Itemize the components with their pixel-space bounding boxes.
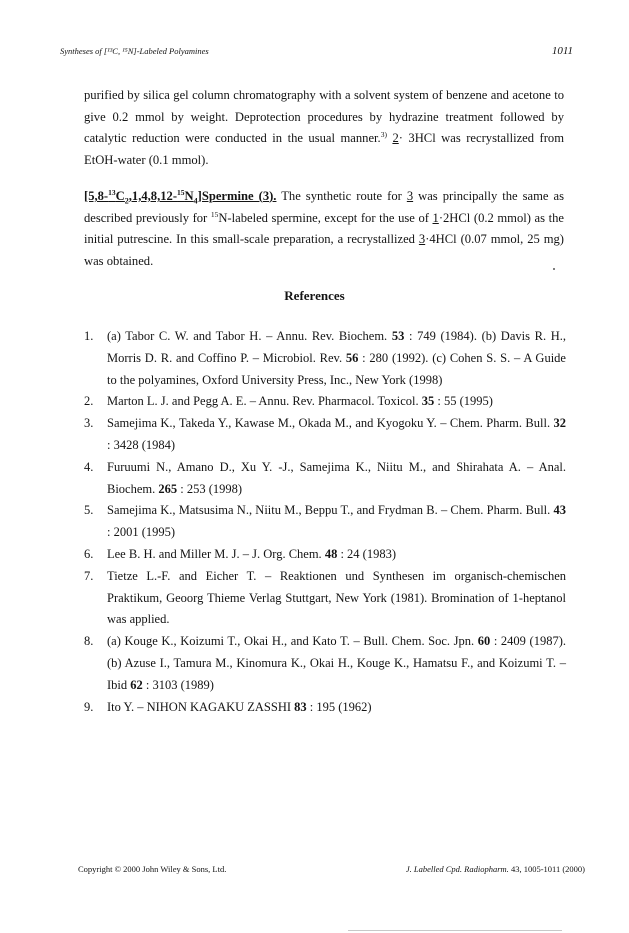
reference-volume: 62 — [130, 677, 143, 692]
compound-number: 3 — [406, 189, 414, 203]
reference-text: Ito Y. – NIHON KAGAKU ZASSHI 83 : 195 (1962) — [107, 699, 372, 714]
reference-text: Samejima K., Matsusima N., Niitu M., Beppu T., and Frydman B. – Chem. Pharm. Bull. 43 : 2001 (1995) — [107, 503, 566, 540]
reference-volume: 265 — [158, 481, 178, 496]
reference-number: 3. — [84, 416, 94, 431]
paragraph-text: The synthetic route for — [276, 189, 407, 203]
section-title-spermine — [84, 187, 277, 206]
reference-volume: 83 — [294, 699, 307, 714]
reference-item — [84, 457, 566, 501]
reference-number: 9. — [84, 699, 94, 714]
reference-volume: 35 — [421, 394, 435, 409]
title-sub: 2 — [124, 196, 129, 206]
journal-citation — [406, 864, 585, 874]
reference-volume: 32 — [553, 416, 566, 431]
reference-item — [84, 697, 566, 719]
reference-volume: 43 — [553, 503, 566, 518]
paragraph-text: purified by silica gel column chromatography with a solvent system of benzene and acetone to give 0.2 mmol by weight. Deprotection procedures by hydrazine treatment followed by catalytic reduction were conducted in the usual manner. — [84, 88, 564, 145]
reference-text: (a) Tabor C. W. and Tabor H. – Annu. Rev. Biochem. 53 : 749 (1984). (b) Davis R. H., Morris D. R. and Coffino P. – Microbiol. Rev. 56 : 280 (1992). (c) Cohen S. S. – A Guide to the polyamines, Oxford University Press, Inc., New York (1998) — [107, 329, 567, 387]
paragraph-text: ·4HCl (0.07 mmol, 25 mg) was obtained. — [84, 232, 564, 268]
reference-text: Tietze L.-F. and Eicher T. – Reaktionen und Synthesen im organisch-chemischen Praktikum, Geoorg Thieme Verlag Stuttgart, New York (1981). Bromination of 1-heptanol was applied. — [107, 568, 566, 627]
reference-text: Lee B. H. and Miller M. J. – J. Org. Chem. 48 : 24 (1983) — [107, 546, 396, 561]
title-part: ,1,4,8,12- — [128, 189, 178, 203]
reference-item — [84, 544, 566, 566]
reference-text: Marton L. J. and Pegg A. E. – Annu. Rev. Pharmacol. Toxicol. 35 : 55 (1995) — [107, 394, 493, 409]
journal-volume-pages: 43, 1005-1011 (2000) — [508, 864, 585, 874]
paragraph-deprotection: purified by silica gel column chromatography with a solvent system of benzene and acetone to give 0.2 mmol by weight. Deprotection procedures by hydrazine treatment followed by catalytic reduction were conducted in the usual manner.$^{3)}$ 2· 3HCl was recrystallized from EtOH-water (0.1 mmol). — [84, 88, 564, 167]
bottom-rule — [348, 930, 562, 931]
reference-number: 1. — [84, 329, 94, 343]
paragraph-text: N-labeled spermine, except for the use of — [218, 210, 433, 225]
compound-number: 1 — [432, 210, 439, 225]
reference-number: 8. — [84, 634, 94, 649]
reference-number: 7. — [84, 568, 94, 583]
paragraph-text-end: 3HCl was recrystallized from EtOH-water (0.1 mmol). — [84, 131, 564, 167]
running-title: Syntheses of [¹³C, ¹⁵N]-Labeled Polyamines — [60, 46, 209, 56]
reference-volume: 56 — [345, 350, 359, 365]
references-heading: References — [284, 288, 345, 303]
reference-number: 2. — [84, 394, 94, 409]
reference-item — [84, 566, 566, 631]
title-part: N — [184, 189, 194, 203]
paragraph-text: ·2HCl (0.2 mmol) as the initial putrescine. In this small-scale preparation, a recrystallized — [84, 210, 564, 246]
running-header — [60, 45, 573, 57]
reference-item — [84, 500, 566, 544]
reference-item — [84, 631, 566, 696]
title-part: [5,8- — [84, 189, 109, 203]
page-footer — [78, 864, 585, 874]
title-part: C — [115, 189, 125, 203]
journal-name: J. Labelled Cpd. Radiopharm. — [405, 864, 509, 874]
reference-volume: 60 — [477, 634, 491, 649]
reference-volume: 53 — [391, 329, 405, 343]
reference-volume: 48 — [324, 546, 338, 561]
reference-number: 4. — [84, 459, 94, 474]
reference-list — [84, 326, 566, 718]
paragraph-text: was principally the same as described previously for — [84, 189, 565, 225]
copyright-notice: Copyright © 2000 John Wiley & Sons, Ltd. — [78, 864, 227, 874]
title-part: ]Spermine ( — [197, 189, 263, 203]
compound-number: 2 — [392, 131, 399, 145]
reference-item — [84, 413, 566, 457]
reference-superscript: 3) — [380, 129, 387, 139]
title-part: ). — [269, 189, 277, 203]
compound-number: 3 — [418, 232, 426, 246]
paragraph-spermine — [84, 186, 564, 272]
scan-speck — [553, 268, 555, 270]
title-sup: 13 — [108, 187, 116, 197]
title-compound: 3 — [262, 189, 270, 203]
title-sup: 15 — [177, 187, 185, 197]
reference-item — [84, 326, 566, 391]
reference-number: 5. — [84, 503, 94, 518]
reference-number: 6. — [84, 546, 94, 561]
title-sub: 4 — [193, 196, 198, 206]
page-number: 1011 — [551, 45, 573, 57]
reference-text: Samejima K., Takeda Y., Kawase M., Okada M., and Kyogoku Y. – Chem. Pharm. Bull. 32 : 3428 (1984) — [107, 416, 566, 452]
reference-text: (a) Kouge K., Koizumi T., Okai H., and Kato T. – Bull. Chem. Soc. Jpn. 60 : 2409 (1987). (b) Azuse I., Tamura M., Kinomura K., Okai H., Kouge K., Hamatsu F., and Koizumi T. – Ibid 62 : 3103 (1989) — [107, 634, 566, 692]
reference-item — [84, 391, 566, 413]
isotope-superscript: 15 — [210, 209, 219, 219]
reference-text: Furuumi N., Amano D., Xu Y. -J., Samejima K., Niitu M., and Shirahata A. – Anal. Biochem. 265 : 253 (1998) — [107, 459, 566, 496]
